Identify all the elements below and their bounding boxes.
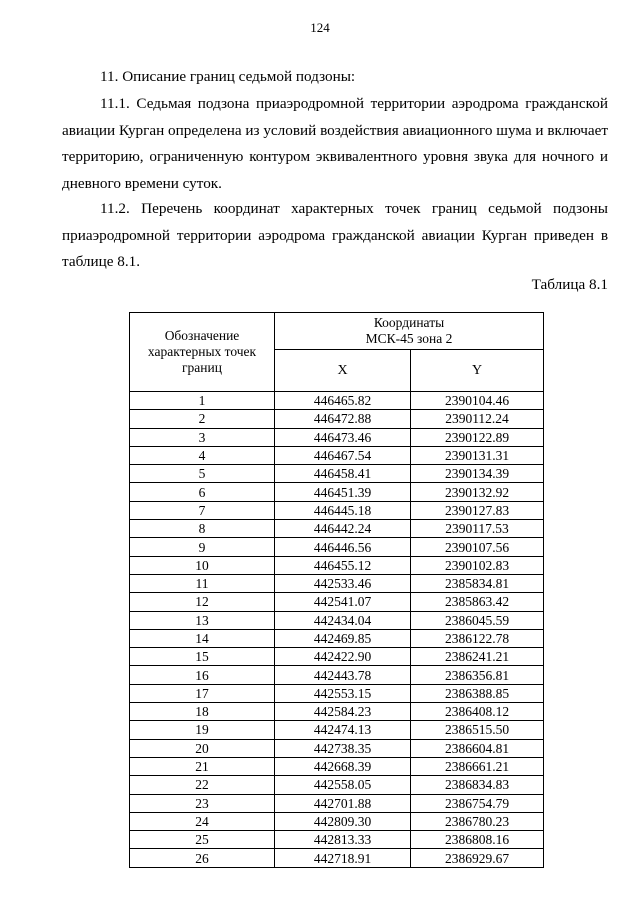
cell-point-number: 6 [130,483,275,501]
table-row [130,703,544,721]
table-row [130,593,544,611]
cell-x: 442443.78 [275,666,411,684]
cell-x: 442533.46 [275,574,411,592]
table-row [130,465,544,483]
cell-point-number: 7 [130,501,275,519]
cell-y: 2386045.59 [411,611,544,629]
cell-y: 2386388.85 [411,684,544,702]
table-row [130,684,544,702]
cell-x: 442584.23 [275,703,411,721]
table-row [130,428,544,446]
page-number: 124 [310,20,330,35]
cell-point-number: 25 [130,831,275,849]
cell-y: 2386661.21 [411,757,544,775]
cell-y: 2390122.89 [411,428,544,446]
cell-point-number: 15 [130,648,275,666]
cell-y: 2390117.53 [411,520,544,538]
cell-point-number: 14 [130,629,275,647]
cell-point-number: 2 [130,410,275,428]
table-row [130,446,544,464]
cell-point-number: 16 [130,666,275,684]
cell-x: 446473.46 [275,428,411,446]
cell-x: 446446.56 [275,538,411,556]
col-header-y: Y [411,350,544,392]
cell-point-number: 18 [130,703,275,721]
cell-y: 2390107.56 [411,538,544,556]
cell-x: 442701.88 [275,794,411,812]
cell-point-number: 19 [130,721,275,739]
cell-x: 442434.04 [275,611,411,629]
cell-point-number: 24 [130,812,275,830]
cell-point-number: 3 [130,428,275,446]
coordinates-label: Координаты [373,315,445,331]
cell-y: 2390102.83 [411,556,544,574]
cell-x: 446458.41 [275,465,411,483]
table-row [130,392,544,410]
table-body [130,392,544,868]
table-row [130,739,544,757]
cell-y: 2386515.50 [411,721,544,739]
cell-point-number: 1 [130,392,275,410]
cell-x: 446465.82 [275,392,411,410]
cell-y: 2386241.21 [411,648,544,666]
cell-y: 2386780.23 [411,812,544,830]
cell-y: 2390104.46 [411,392,544,410]
cell-point-number: 11 [130,574,275,592]
cell-y: 2386754.79 [411,794,544,812]
cell-y: 2386604.81 [411,739,544,757]
table-row [130,410,544,428]
cell-y: 2390112.24 [411,410,544,428]
table-row [130,574,544,592]
cell-point-number: 12 [130,593,275,611]
table-row [130,538,544,556]
cell-x: 446472.88 [275,410,411,428]
cell-point-number: 10 [130,556,275,574]
cell-y: 2390127.83 [411,501,544,519]
table-caption: Таблица 8.1 [531,276,608,293]
cell-y: 2386929.67 [411,849,544,867]
table-row [130,501,544,519]
cell-y: 2386408.12 [411,703,544,721]
table-row [130,520,544,538]
cell-point-number: 5 [130,465,275,483]
table-row [130,648,544,666]
cell-point-number: 8 [130,520,275,538]
cell-x: 442541.07 [275,593,411,611]
cell-point-number: 17 [130,684,275,702]
cell-point-number: 26 [130,849,275,867]
table-row [130,776,544,794]
cell-y: 2386834.83 [411,776,544,794]
paragraph-11-1: 11.1. Седьмая подзона приаэродромной территории аэродрома гражданской авиации Курган определена из условий воздействия авиационного шума и включает территорию, ограниченную контуром эквивалентного уровня звука для ночного и дневного времени суток. [62,95,608,192]
cell-y: 2386356.81 [411,666,544,684]
table-row [130,757,544,775]
cell-y: 2386122.78 [411,629,544,647]
cell-point-number: 22 [130,776,275,794]
col-header-coordinates [275,313,544,350]
table-row [130,629,544,647]
cell-x: 442422.90 [275,648,411,666]
cell-x: 446451.39 [275,483,411,501]
cell-x: 446467.54 [275,446,411,464]
cell-point-number: 20 [130,739,275,757]
cell-x: 446442.24 [275,520,411,538]
cell-point-number: 23 [130,794,275,812]
table-row [130,721,544,739]
cell-x: 442553.15 [275,684,411,702]
table-row [130,812,544,830]
col-header-x: X [275,350,411,392]
cell-point-number: 9 [130,538,275,556]
cell-point-number: 21 [130,757,275,775]
coordinates-table [129,312,544,868]
cell-x: 442469.85 [275,629,411,647]
cell-x: 446445.18 [275,501,411,519]
cell-y: 2386808.16 [411,831,544,849]
cell-y: 2390132.92 [411,483,544,501]
cell-x: 446455.12 [275,556,411,574]
cell-x: 442809.30 [275,812,411,830]
cell-x: 442474.13 [275,721,411,739]
cell-x: 442718.91 [275,849,411,867]
coordinate-system-label: МСК-45 зона 2 [365,331,453,347]
cell-point-number: 13 [130,611,275,629]
table-row [130,611,544,629]
table-row [130,483,544,501]
col-header-point-designation: Обозначение характерных точек границ [130,313,275,392]
table-row [130,556,544,574]
cell-x: 442813.33 [275,831,411,849]
cell-x: 442738.35 [275,739,411,757]
cell-x: 442558.05 [275,776,411,794]
cell-y: 2385834.81 [411,574,544,592]
cell-x: 442668.39 [275,757,411,775]
paragraph-11-2: 11.2. Перечень координат характерных точек границ седьмой подзоны приаэродромной территории аэродрома гражданской авиации Курган приведен в таблице 8.1. [62,200,608,270]
cell-point-number: 4 [130,446,275,464]
section-heading: 11. Описание границ седьмой подзоны: [100,68,356,85]
table-row [130,831,544,849]
cell-y: 2390134.39 [411,465,544,483]
table-row [130,666,544,684]
table-row [130,794,544,812]
table-row [130,849,544,867]
cell-y: 2390131.31 [411,446,544,464]
cell-y: 2385863.42 [411,593,544,611]
